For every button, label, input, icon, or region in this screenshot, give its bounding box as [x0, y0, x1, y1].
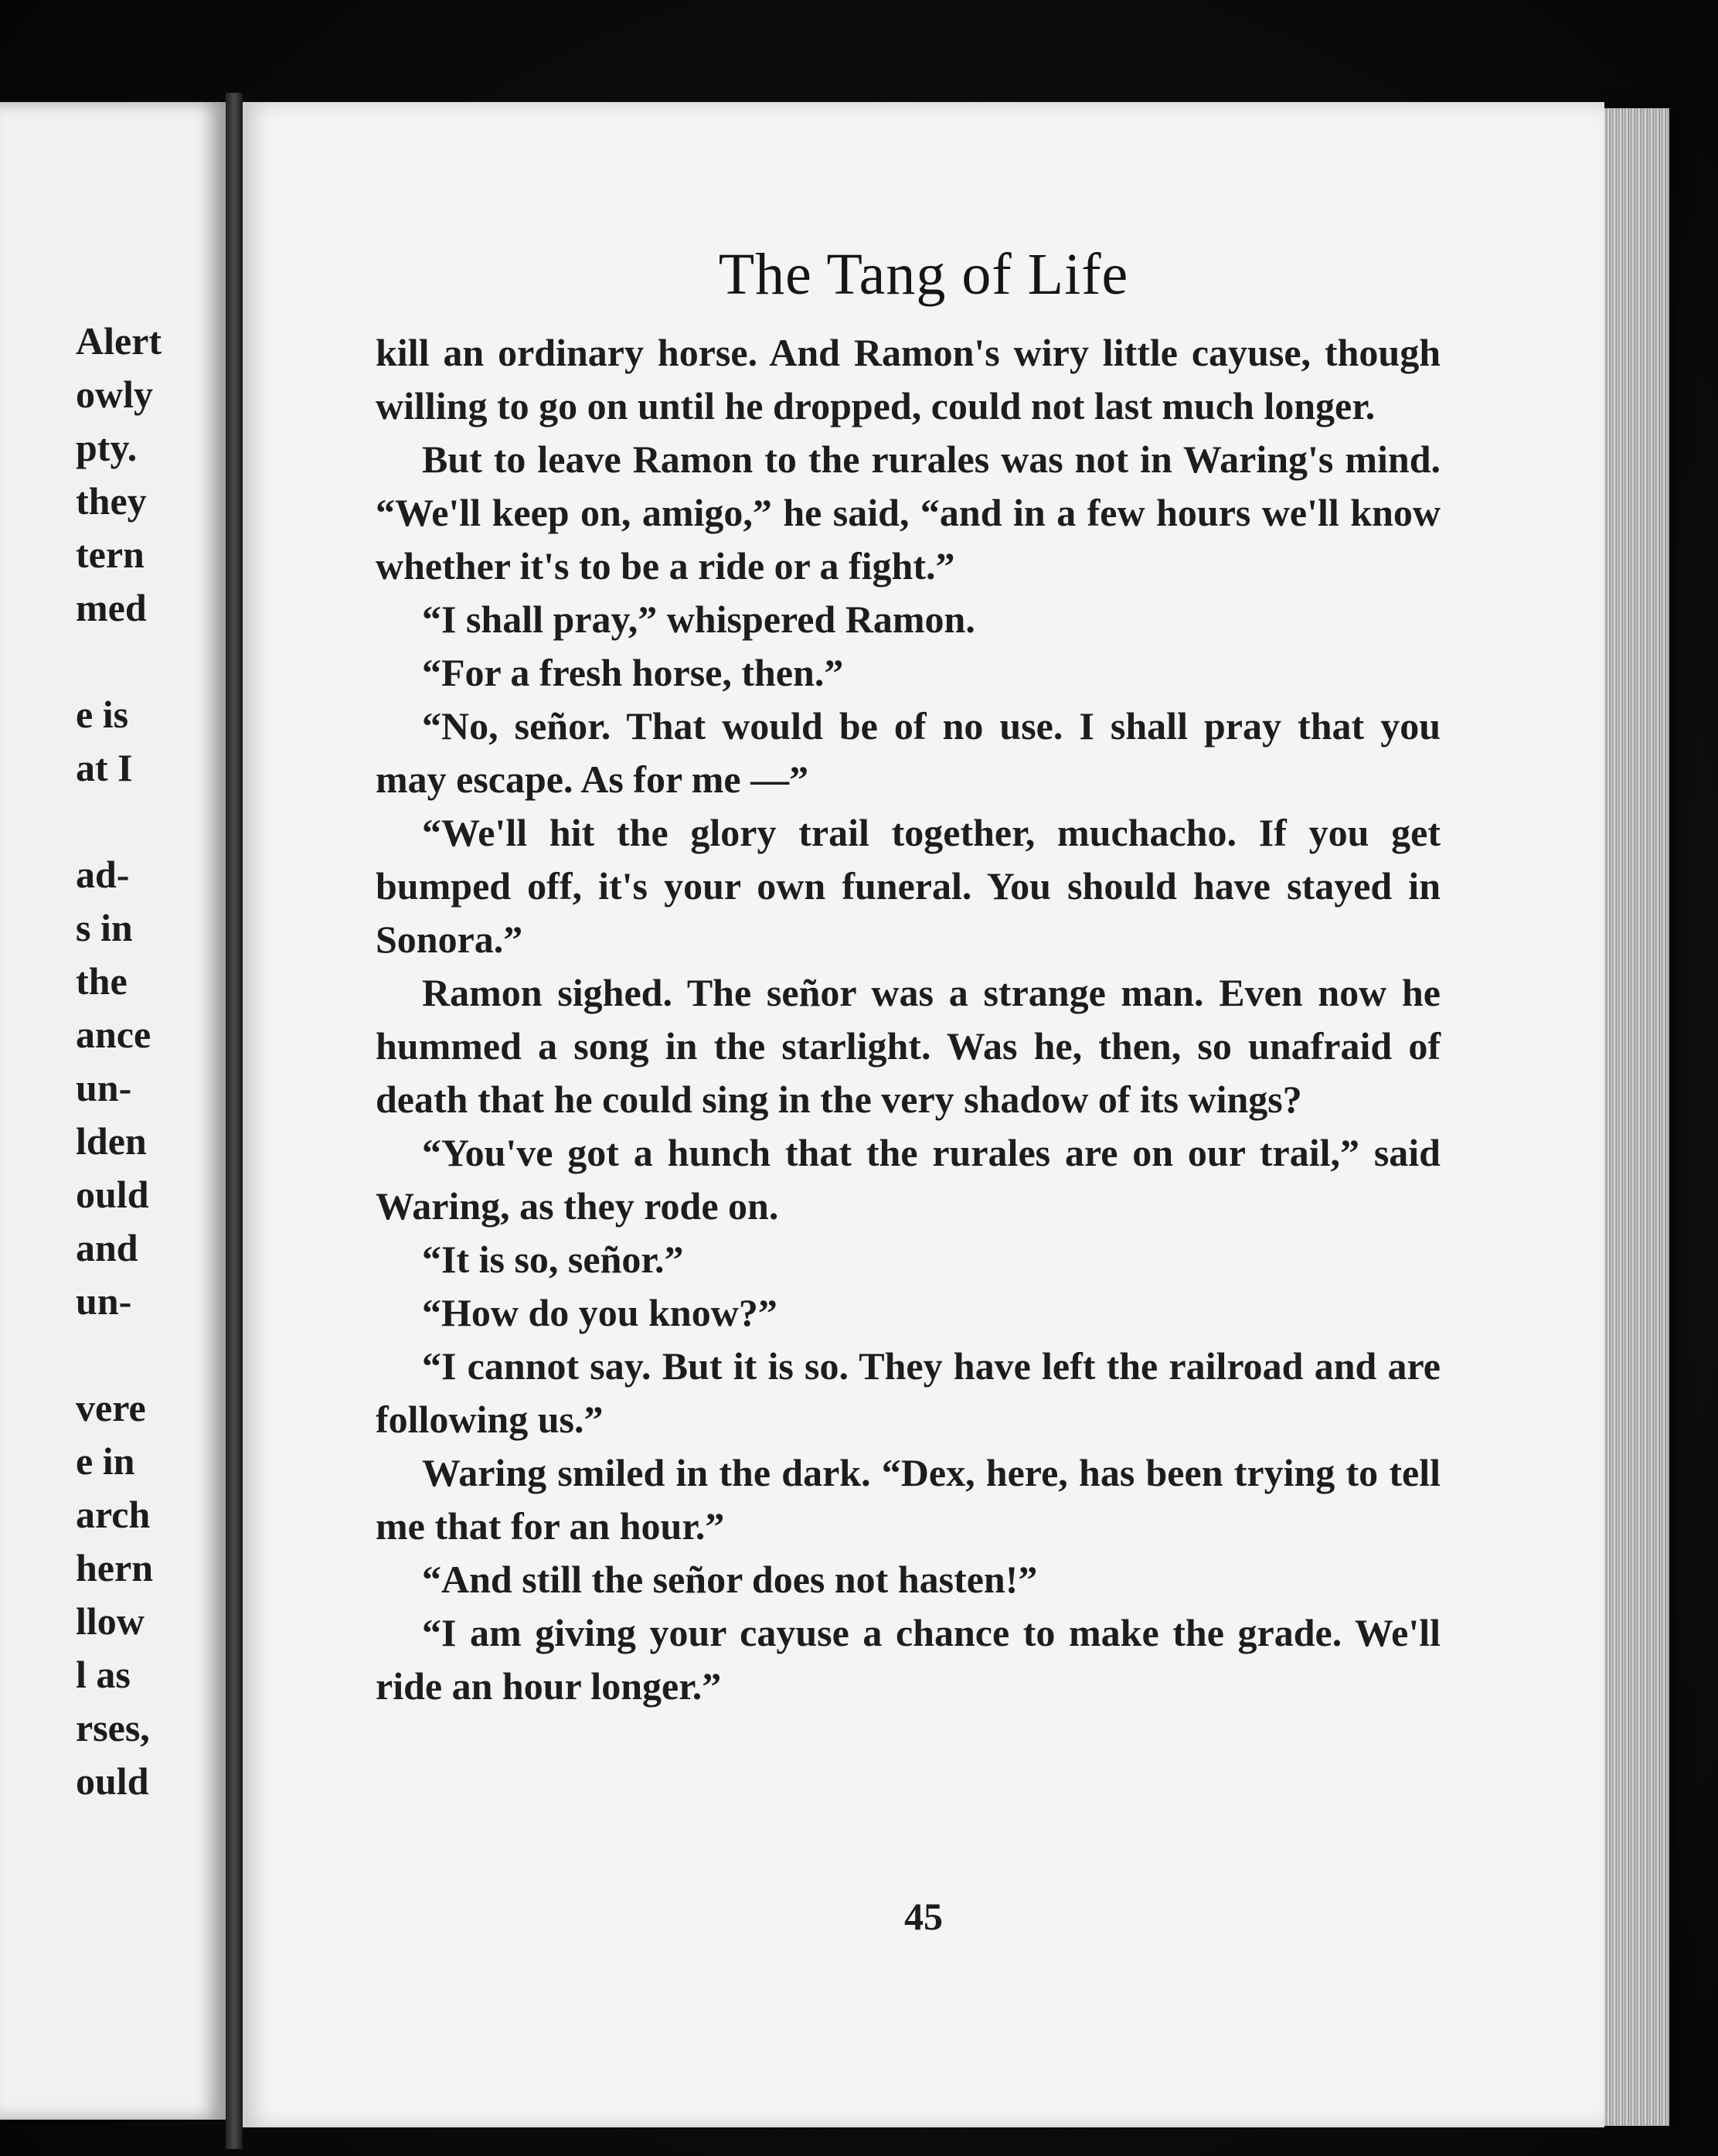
paragraph: “I shall pray,” whispered Ramon. — [422, 598, 975, 641]
left-page-line-fragment: owly — [76, 373, 153, 416]
left-page-line-fragment: tern — [76, 533, 145, 576]
left-page-line-fragment: vere — [76, 1386, 146, 1429]
paragraph: “It is so, señor.” — [422, 1238, 684, 1281]
left-page-line-fragment: un- — [76, 1279, 132, 1323]
page-number: 45 — [904, 1895, 943, 1938]
paragraph: But to leave Ramon to the rurales was not in Waring's mind. “We'll keep on, amigo,” he said, “and in a few hours we'll know whether it's to be a ride or a fight.” — [376, 438, 1441, 588]
running-title: The Tang of Life — [718, 242, 1129, 307]
left-page-line-fragment: Alert — [76, 319, 162, 363]
paragraph: Ramon sighed. The señor was a strange man. Even now he hummed a song in the starlight. Was he, then, so unafraid of death that he could sing in the very shadow of its wings? — [376, 971, 1441, 1121]
paragraph: “You've got a hunch that the rurales are on our trail,” said Waring, as they rode on. — [376, 1131, 1441, 1228]
paragraph: “And still the señor does not hasten!” — [422, 1558, 1038, 1601]
left-page-line-fragment: llow — [76, 1599, 145, 1643]
paragraph: “No, señor. That would be of no use. I shall pray that you may escape. As for me —” — [376, 704, 1441, 801]
left-page-line-fragment: lden — [76, 1119, 147, 1163]
left-page-line-fragment: med — [76, 586, 147, 629]
left-page-line-fragment: the — [76, 959, 128, 1003]
paragraph: “I am giving your cayuse a chance to make the grade. We'll ride an hour longer.” — [376, 1611, 1441, 1708]
left-page-line-fragment: rses, — [76, 1706, 150, 1749]
body-text — [376, 326, 1441, 1713]
left-page-line-fragment: un- — [76, 1066, 132, 1109]
left-page-line-fragment: ould — [76, 1173, 149, 1216]
right-page — [243, 102, 1604, 2127]
left-page-line-fragment: ance — [76, 1013, 151, 1056]
paragraph: Waring smiled in the dark. “Dex, here, has been trying to tell me that for an hour.” — [376, 1451, 1441, 1548]
left-page-line-fragment: ould — [76, 1759, 149, 1803]
left-page-line-fragment: l as — [76, 1653, 131, 1696]
left-page-line-fragment: e in — [76, 1439, 135, 1483]
left-page-line-fragment: at I — [76, 746, 133, 789]
left-page-line-fragment: arch — [76, 1493, 151, 1536]
left-page-line-fragment: and — [76, 1226, 138, 1269]
paragraph: “For a fresh horse, then.” — [422, 651, 844, 694]
book-gutter — [226, 93, 243, 2149]
left-page-line-fragment: e is — [76, 693, 129, 736]
left-page-line-fragment: ad- — [76, 853, 130, 896]
left-page-line-fragment: they — [76, 479, 147, 523]
left-page-line-fragment: s in — [76, 906, 133, 949]
paragraph: “How do you know?” — [422, 1291, 777, 1334]
left-page-line-fragment: pty. — [76, 426, 138, 469]
paragraph: kill an ordinary horse. And Ramon's wiry little cayuse, though willing to go on until he dropped, could not last much longer. — [376, 331, 1441, 427]
left-page-fragment — [0, 102, 226, 2120]
left-page-line-fragment: hern — [76, 1546, 153, 1589]
paragraph: “I cannot say. But it is so. They have left the railroad and are following us.” — [376, 1344, 1441, 1441]
paragraph: “We'll hit the glory trail together, muchacho. If you get bumped off, it's your own funeral. You should have stayed in Sonora.” — [376, 811, 1441, 961]
